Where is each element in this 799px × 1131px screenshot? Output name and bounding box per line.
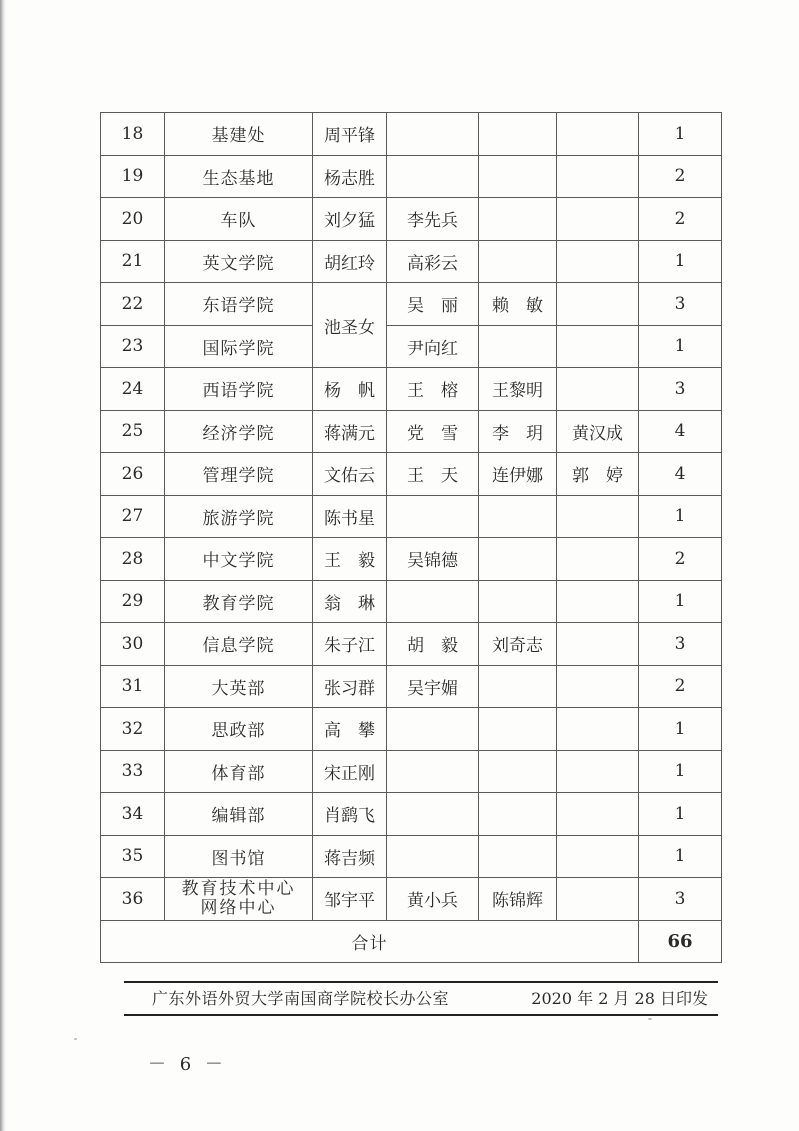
table-row	[101, 283, 722, 326]
row-number: 36	[101, 878, 165, 921]
issue-date: 2020 年 2 月 28 日印发	[531, 989, 708, 1008]
row-number: 22	[101, 283, 165, 326]
row-count: 3	[639, 283, 722, 326]
table-row	[101, 665, 722, 708]
row-count: 1	[639, 708, 722, 751]
person-name: 连伊娜	[479, 453, 557, 496]
person-name: 蒋满元	[313, 410, 387, 453]
row-count: 2	[639, 665, 722, 708]
person-name	[479, 835, 557, 878]
person-name: 陈书星	[313, 495, 387, 538]
row-number: 20	[101, 198, 165, 241]
row-number: 29	[101, 580, 165, 623]
table-row	[101, 155, 722, 198]
unit-name: 中文学院	[165, 538, 313, 581]
row-number: 21	[101, 240, 165, 283]
person-name: 黄汉成	[557, 410, 639, 453]
person-name: 郭 婷	[557, 453, 639, 496]
table-row	[101, 878, 722, 921]
table-row	[101, 198, 722, 241]
person-name	[557, 240, 639, 283]
footer-top-rule	[124, 981, 718, 983]
row-number: 27	[101, 495, 165, 538]
person-name	[479, 325, 557, 368]
person-name	[479, 198, 557, 241]
unit-name: 编辑部	[165, 793, 313, 836]
person-name: 高 攀	[313, 708, 387, 751]
person-name	[557, 325, 639, 368]
unit-name	[165, 878, 313, 921]
person-name: 王 天	[387, 453, 479, 496]
row-number: 19	[101, 155, 165, 198]
person-name: 胡红玲	[313, 240, 387, 283]
person-name	[479, 750, 557, 793]
person-name	[557, 495, 639, 538]
person-name	[387, 580, 479, 623]
row-count: 2	[639, 198, 722, 241]
person-name	[557, 113, 639, 156]
person-name: 朱子江	[313, 623, 387, 666]
total-label: 合计	[101, 920, 639, 963]
person-name: 吴锦德	[387, 538, 479, 581]
row-number: 35	[101, 835, 165, 878]
person-name	[479, 538, 557, 581]
row-count: 1	[639, 113, 722, 156]
person-name	[387, 113, 479, 156]
person-name: 黄小兵	[387, 878, 479, 921]
person-name: 李 玥	[479, 410, 557, 453]
person-name: 刘夕猛	[313, 198, 387, 241]
person-name	[387, 708, 479, 751]
total-value: 66	[639, 920, 722, 963]
unit-name: 旅游学院	[165, 495, 313, 538]
table-row	[101, 495, 722, 538]
person-name: 张习群	[313, 665, 387, 708]
person-name: 尹向红	[387, 325, 479, 368]
person-name	[479, 113, 557, 156]
table-row	[101, 113, 722, 156]
person-name: 吴宇媚	[387, 665, 479, 708]
unit-name: 教育学院	[165, 580, 313, 623]
row-number: 32	[101, 708, 165, 751]
unit-name: 思政部	[165, 708, 313, 751]
row-number: 30	[101, 623, 165, 666]
row-number: 23	[101, 325, 165, 368]
table-row	[101, 750, 722, 793]
unit-name: 基建处	[165, 113, 313, 156]
person-name	[479, 708, 557, 751]
unit-name-line: 网络中心	[200, 897, 277, 918]
unit-name: 体育部	[165, 750, 313, 793]
unit-name: 东语学院	[165, 283, 313, 326]
page-number: － 6 －	[148, 1054, 227, 1075]
person-name	[387, 793, 479, 836]
person-name	[557, 665, 639, 708]
unit-name: 大英部	[165, 665, 313, 708]
person-name: 刘奇志	[479, 623, 557, 666]
unit-name: 国际学院	[165, 325, 313, 368]
person-name: 王黎明	[479, 368, 557, 411]
scan-speck	[648, 1018, 652, 1020]
person-name	[479, 155, 557, 198]
unit-name: 信息学院	[165, 623, 313, 666]
roster-table	[100, 112, 722, 963]
unit-name: 生态基地	[165, 155, 313, 198]
person-name	[479, 240, 557, 283]
footer-bottom-rule	[124, 1014, 718, 1016]
unit-name: 英文学院	[165, 240, 313, 283]
table-row	[101, 793, 722, 836]
person-name	[557, 538, 639, 581]
unit-name: 管理学院	[165, 453, 313, 496]
person-name: 肖鹞飞	[313, 793, 387, 836]
row-count: 1	[639, 835, 722, 878]
person-name	[557, 878, 639, 921]
person-name: 胡 毅	[387, 623, 479, 666]
person-name: 宋正刚	[313, 750, 387, 793]
person-name	[387, 495, 479, 538]
person-name	[387, 835, 479, 878]
person-name	[557, 368, 639, 411]
unit-name: 经济学院	[165, 410, 313, 453]
person-name: 文佑云	[313, 453, 387, 496]
person-name: 周平锋	[313, 113, 387, 156]
person-name: 池圣女	[313, 283, 387, 368]
person-name	[557, 623, 639, 666]
table-row	[101, 835, 722, 878]
person-name: 邹宇平	[313, 878, 387, 921]
person-name	[387, 155, 479, 198]
person-name	[387, 750, 479, 793]
row-count: 4	[639, 453, 722, 496]
person-name	[557, 708, 639, 751]
table-row	[101, 580, 722, 623]
person-name	[479, 580, 557, 623]
person-name	[557, 283, 639, 326]
unit-name: 车队	[165, 198, 313, 241]
person-name	[557, 198, 639, 241]
person-name	[479, 665, 557, 708]
person-name: 陈锦辉	[479, 878, 557, 921]
row-number: 34	[101, 793, 165, 836]
person-name	[557, 750, 639, 793]
unit-name-line: 教育技术中心	[181, 878, 296, 899]
row-count: 1	[639, 750, 722, 793]
row-count: 2	[639, 538, 722, 581]
person-name: 高彩云	[387, 240, 479, 283]
issuing-office: 广东外语外贸大学南国商学院校长办公室	[152, 989, 450, 1008]
row-number: 18	[101, 113, 165, 156]
person-name	[557, 793, 639, 836]
row-count: 1	[639, 240, 722, 283]
person-name: 杨 帆	[313, 368, 387, 411]
table-row	[101, 325, 722, 368]
person-name	[557, 835, 639, 878]
person-name	[479, 793, 557, 836]
row-count: 4	[639, 410, 722, 453]
scan-speck	[74, 1038, 77, 1040]
person-name: 王 毅	[313, 538, 387, 581]
unit-name: 西语学院	[165, 368, 313, 411]
row-count: 2	[639, 155, 722, 198]
person-name: 李先兵	[387, 198, 479, 241]
row-count: 3	[639, 878, 722, 921]
unit-name: 图书馆	[165, 835, 313, 878]
row-count: 3	[639, 623, 722, 666]
table-row	[101, 368, 722, 411]
total-row	[101, 920, 722, 963]
person-name	[557, 580, 639, 623]
person-name: 赖 敏	[479, 283, 557, 326]
row-number: 28	[101, 538, 165, 581]
row-count: 1	[639, 793, 722, 836]
row-count: 1	[639, 325, 722, 368]
person-name: 王 榕	[387, 368, 479, 411]
person-name: 党 雪	[387, 410, 479, 453]
person-name: 翁 琳	[313, 580, 387, 623]
row-number: 26	[101, 453, 165, 496]
footer-issuer	[124, 986, 718, 1009]
row-number: 31	[101, 665, 165, 708]
person-name: 蒋吉频	[313, 835, 387, 878]
person-name: 杨志胜	[313, 155, 387, 198]
row-number: 24	[101, 368, 165, 411]
row-count: 1	[639, 580, 722, 623]
row-count: 3	[639, 368, 722, 411]
scan-edge-shadow	[0, 0, 6, 1131]
table-row	[101, 708, 722, 751]
table-row	[101, 240, 722, 283]
table-row	[101, 538, 722, 581]
row-count: 1	[639, 495, 722, 538]
table-row	[101, 453, 722, 496]
person-name: 吴 丽	[387, 283, 479, 326]
row-number: 25	[101, 410, 165, 453]
table-row	[101, 410, 722, 453]
row-number: 33	[101, 750, 165, 793]
table-row	[101, 623, 722, 666]
person-name	[479, 495, 557, 538]
person-name	[557, 155, 639, 198]
